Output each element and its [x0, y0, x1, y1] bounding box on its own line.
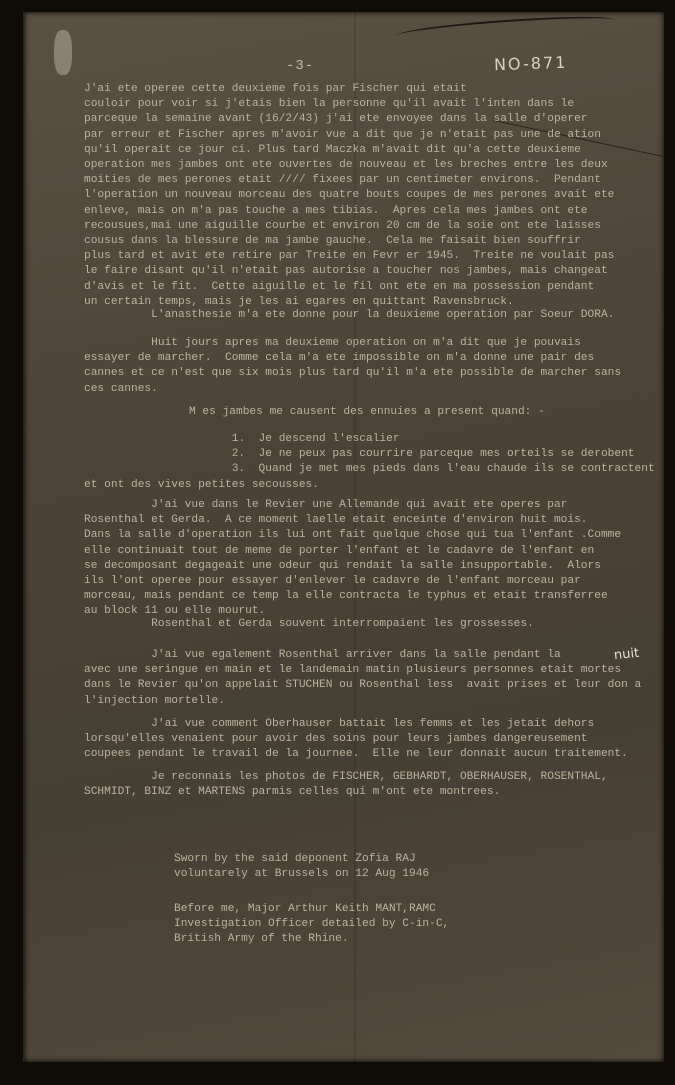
- document-code: NO-871: [493, 52, 568, 75]
- officer-statement: Before me, Major Arthur Keith MANT,RAMC Investigation Officer detailed by C-in-C, British Army of the Rhine.: [174, 903, 450, 946]
- paragraph-walking: Huit jours apres ma deuxieme operation on m'a dit que je pouvais essayer de marcher. Comme cela m'a ete impossible on m'a donne une pair des cannes et ce n'est que six mois plus tard qu'il m'a ete possible de marcher sans ces cannes.: [84, 337, 622, 395]
- paper-stain: [54, 30, 72, 75]
- paragraph-anesthesia: L'anasthesie m'a ete donne pour la deuxieme operation par Soeur DORA.: [84, 309, 615, 321]
- handwritten-annotation: nuit: [613, 645, 640, 664]
- document-sheet: [23, 12, 664, 1062]
- symptom-list: [84, 432, 664, 493]
- page-number: -3-: [286, 58, 315, 74]
- paragraph-photos: Je reconnais les photos de FISCHER, GEBHARDT, OBERHAUSER, ROSENTHAL, SCHMIDT, BINZ et MARTENS parmis celles qui m'ont ete montrees.: [84, 771, 608, 799]
- paragraph-interruptions: Rosenthal et Gerda souvent interrompaient les grossesses.: [84, 618, 534, 630]
- paragraph-pregnant-woman: J'ai vue dans le Revier une Allemande qui avait ete operes par Rosenthal et Gerda. A ce moment laelle etait enceinte d'environ huit mois. Dans la salle d'operation ils lui ont fait quelque chose qui tua l'enfant .Comme elle continuait tout de meme de porter l'enfant et le cadavre de l'enfant en se decomposant degageait une odeur qui rendait la salle insupportable. Alors ils l'ont operee pour essayer d'enlever le cadavre de l'enfant morceau par morceau, mais pendant ce temp la elle contracta le typhus et etait transferree au block 11 ou elle mourut.: [84, 499, 622, 618]
- paper-tear-top: [396, 12, 617, 43]
- paragraph-operation: J'ai ete operee cette deuxieme fois par Fischer qui etait couloir pour voir si j'etais bien la personne qu'il avait l'inten dans le parceque la semaine avant (16/2/43) j'ai ete envoyee dans la salle d'operer par erreur et Fischer apres m'avoir vue a dit que je n'etait pas une de ation qu'il operait ce jour ci. Plus tard Maczka m'avait dit qu'a cette deuxieme operation mes jambes ont ete ouvertes de nouveau et les breches entre les deux moities de mes perones etait //// fixees par un centimeter environs. Pendant l'operation un nouveau morceau des quatre bouts coupes de mes perones avait ete enleve, mais on m'a pas touche a mes tibias. Apres cela mes jambes ont ete recousues,mai une aiguille courbe et environ 20 cm de la soie ont ete laisses cousus dans la blessure de ma jambe gauche. Cela me faisait bien souffrir plus tard et avit ete retire par Treite en Fevr er 1945. Treite ne voulait pas le faire disant qu'il n'etait pas autorise a toucher nos jambes, mais changeat d'avis et le fit. Cette aiguille et le fil ont ete en ma possession pendant un certain temps, mais je les ai egares en quittant Ravensbruck.: [84, 83, 615, 308]
- paragraph-oberhauser: J'ai vue comment Oberhauser battait les femms et les jetait dehors lorsqu'elles venaient pour avoir des soins pour leurs jambes dangereusement coupees pendant le travail de la journee. Elle ne leur donnait aucun traitement.: [84, 718, 628, 761]
- paragraph-legs-problems: M es jambes me causent des ennuies a present quand: -: [189, 406, 545, 418]
- sworn-statement: Sworn by the said deponent Zofia RAJ voluntarely at Brussels on 12 Aug 1946: [174, 853, 430, 881]
- list-item: 1. Je descend l'escalier: [84, 433, 400, 445]
- paragraph-injection: J'ai vue egalement Rosenthal arriver dans la salle pendant la avec une seringue en main et le landemain matin plusieurs personnes etait mortes dans le Revier qu'on appelait STUCHEN ou Rosenthal less avait prises et leur don a l'injection mortelle.: [84, 649, 642, 707]
- list-item: 2. Je ne peux pas courrire parceque mes orteils se derobent: [84, 448, 635, 461]
- list-item: 3. Quand je met mes pieds dans l'eau chaude ils se contractent et ont des vives petites secousses.: [84, 463, 655, 491]
